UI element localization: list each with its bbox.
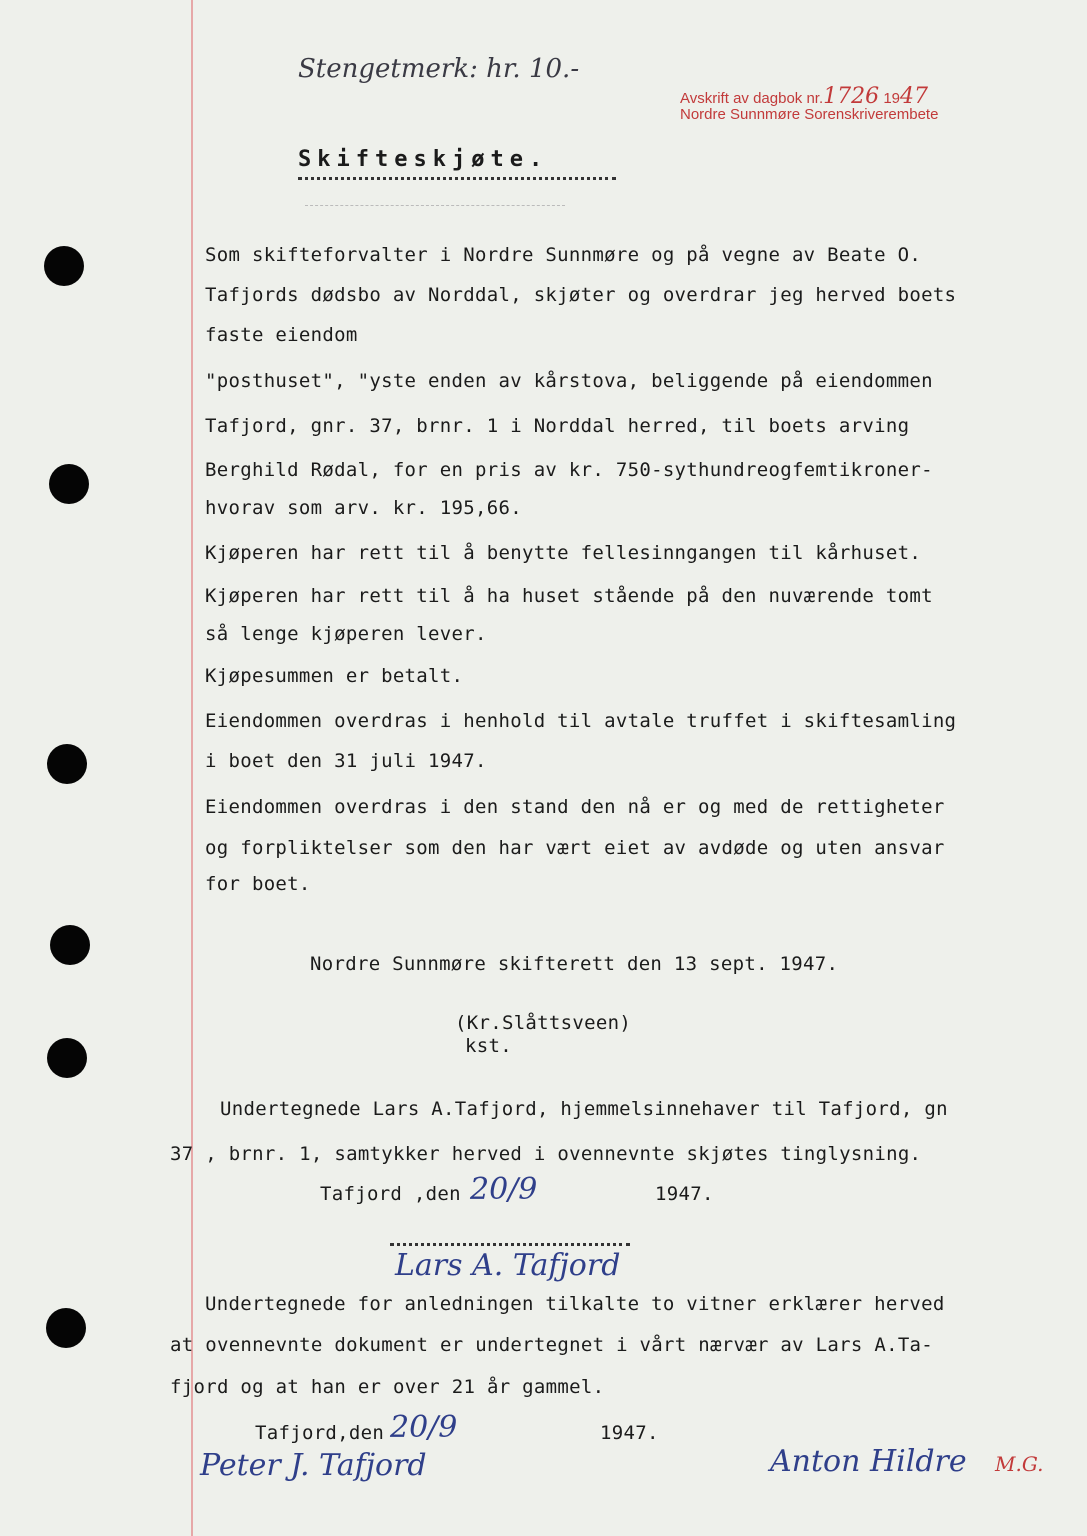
witness-signature-peter-tafjord: Peter J. Tafjord: [200, 1448, 427, 1483]
margin-rule: [191, 0, 193, 1536]
body-line: i boet den 31 juli 1947.: [205, 750, 487, 772]
consent-line: 37 , brnr. 1, samtykker herved i ovennevnte skjøtes tinglysning.: [170, 1143, 922, 1165]
body-line: Som skifteforvalter i Nordre Sunnmøre og på vegne av Beate O.: [205, 244, 922, 266]
witness-signature-anton: Anton Hildre: [770, 1444, 967, 1479]
body-line: Tafjords dødsbo av Norddal, skjøter og overdrar jeg herved boets: [205, 284, 957, 306]
stamp-number: 1726: [823, 84, 880, 109]
body-line: og forpliktelser som den har vært eiet av avdøde og uten ansvar: [205, 837, 945, 859]
consent-line: Undertegnede Lars A.Tafjord, hjemmelsinnehaver til Tafjord, gn: [220, 1098, 948, 1120]
witness-line: Undertegnede for anledningen tilkalte to vitner erklærer herved: [205, 1293, 945, 1315]
signatory-name: (Kr.Slåttsveen): [455, 1012, 632, 1034]
registry-stamp-line2: Nordre Sunnmøre Sorenskriverembete: [680, 106, 939, 123]
title-underline: [298, 177, 616, 180]
witness-line: fjord og at han er over 21 år gammel.: [170, 1376, 605, 1398]
stamp-year-hand: 47: [900, 84, 928, 109]
body-line: Eiendommen overdras i henhold til avtale truffet i skiftesamling: [205, 710, 957, 732]
body-line: "posthuset", "yste enden av kårstova, beliggende på eiendommen: [205, 370, 933, 392]
body-line: faste eiendom: [205, 324, 358, 346]
consent-date-year: 1947.: [655, 1183, 714, 1205]
body-line: hvorav som arv. kr. 195,66.: [205, 497, 522, 519]
court-line: Nordre Sunnmøre skifterett den 13 sept. 1947.: [310, 953, 839, 975]
body-line: Kjøperen har rett til å ha huset stående på den nuværende tomt: [205, 585, 933, 607]
body-line: så lenge kjøperen lever.: [205, 623, 487, 645]
body-line: Berghild Rødal, for en pris av kr. 750-sythundreogfemtikroner-: [205, 459, 933, 481]
body-line: for boet.: [205, 873, 311, 895]
punch-hole: [50, 925, 90, 965]
pencil-note: Stengetmerk: hr. 10.-: [298, 54, 580, 84]
punch-hole: [49, 464, 89, 504]
stamp-prefix: Avskrift av dagbok nr.: [680, 90, 824, 107]
red-initials-mark: M.G.: [995, 1452, 1044, 1476]
witness-date-handwritten: 20/9: [390, 1410, 458, 1445]
witness-line: at ovennevnte dokument er undertegnet i vårt nærvær av Lars A.Ta-: [170, 1334, 934, 1356]
signatory-title: kst.: [465, 1035, 512, 1057]
document-title: Skifteskjøte.: [298, 147, 549, 172]
punch-hole: [47, 744, 87, 784]
consent-date-place: Tafjord ,den: [320, 1183, 461, 1205]
signature-line: [390, 1243, 630, 1246]
body-line: Eiendommen overdras i den stand den nå er og med de rettigheter: [205, 796, 945, 818]
body-line: Kjøperen har rett til å benytte fellesinngangen til kårhuset.: [205, 542, 922, 564]
signature-lars-tafjord: Lars A. Tafjord: [395, 1248, 621, 1283]
punch-hole: [46, 1308, 86, 1348]
witness-date-year: 1947.: [600, 1422, 659, 1444]
stamp-year-print: 19: [883, 90, 900, 107]
punch-hole: [47, 1038, 87, 1078]
consent-date-handwritten: 20/9: [470, 1172, 538, 1207]
punch-hole: [44, 246, 84, 286]
witness-date-place: Tafjord,den: [255, 1422, 385, 1444]
body-line: Kjøpesummen er betalt.: [205, 665, 464, 687]
body-line: Tafjord, gnr. 37, brnr. 1 i Norddal herred, til boets arving: [205, 415, 910, 437]
divider: [305, 205, 565, 206]
